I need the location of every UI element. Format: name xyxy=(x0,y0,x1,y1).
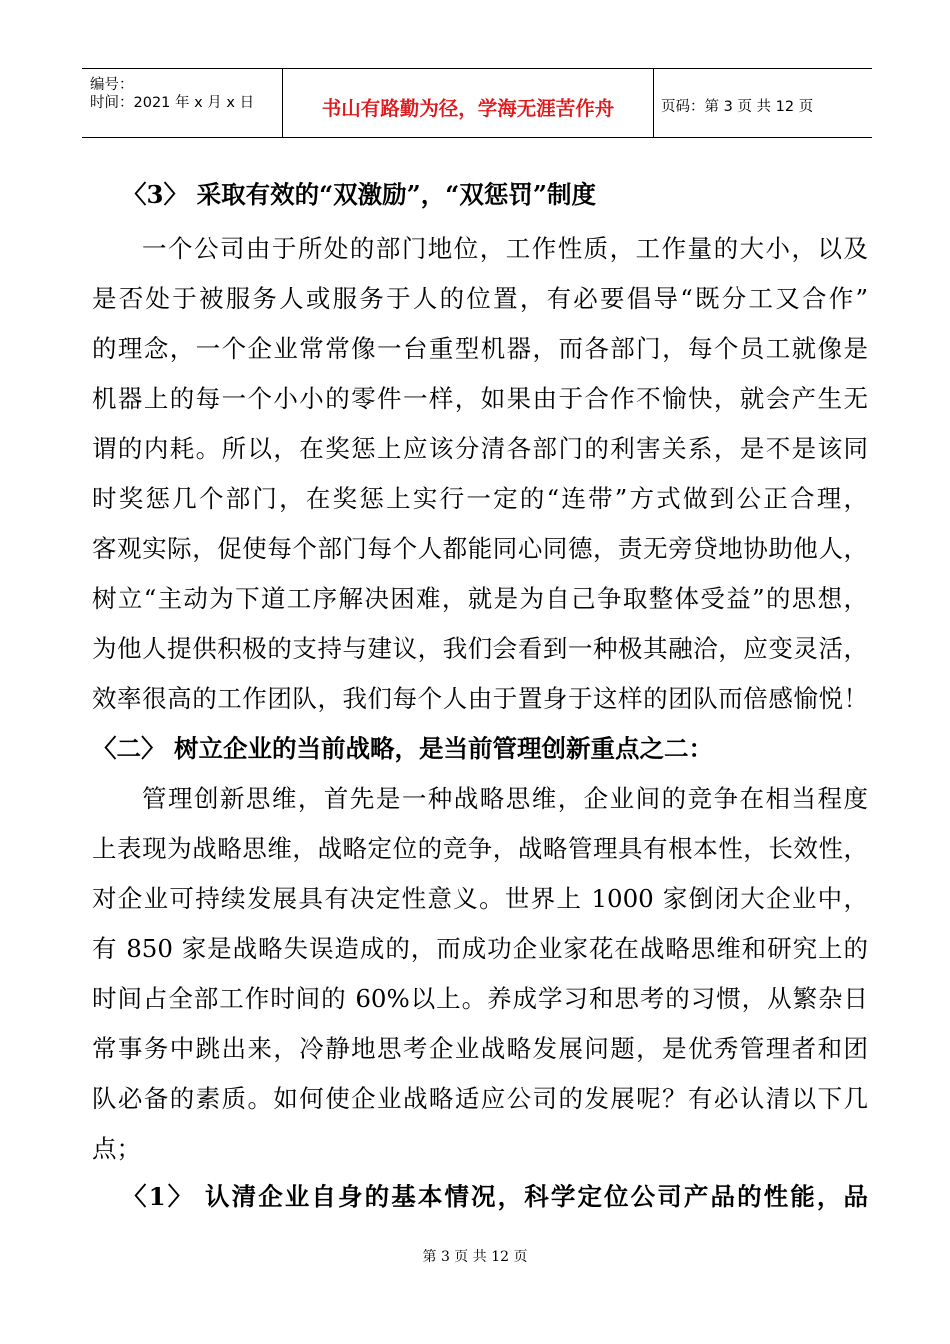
header-meta-cell xyxy=(82,69,282,137)
paragraph-line: 是否处于被服务人或服务于人的位置，有必要倡导“既分工又合作” xyxy=(92,284,868,313)
section-heading-2: 〈二〉 树立企业的当前战略，是当前管理创新重点之二： xyxy=(92,734,714,763)
paragraph-line: 时间占全部工作时间的 60%以上。养成学习和思考的习惯，从繁杂日 xyxy=(92,984,868,1013)
paragraph-line: 有 850 家是战略失误造成的，而成功企业家花在战略思维和研究上的 xyxy=(92,934,868,963)
header-page-cell xyxy=(653,69,872,137)
section-heading-3: 〈3〉 采取有效的“双激励”，“双惩罚”制度 xyxy=(122,180,596,209)
paragraph-line: 管理创新思维，首先是一种战略思维，企业间的竞争在相当程度 xyxy=(142,784,868,813)
paragraph-line: 谓的内耗。所以，在奖惩上应该分清各部门的利害关系，是不是该同 xyxy=(92,434,868,463)
paragraph-line: 队必备的素质。如何使企业战略适应公司的发展呢？有必认清以下几 xyxy=(92,1084,868,1113)
paragraph-line: 机器上的每一个小小的零件一样，如果由于合作不愉快，就会产生无 xyxy=(92,384,868,413)
paragraph-line: 客观实际，促使每个部门每个人都能同心同德，责无旁贷地协助他人， xyxy=(92,534,868,563)
number-label: 编号： xyxy=(90,77,134,93)
paragraph-line: 时奖惩几个部门，在奖惩上实行一定的“连带”方式做到公正合理， xyxy=(92,484,868,513)
motto-text: 书山有路勤为径，学海无涯苦作舟 xyxy=(321,97,615,120)
page-footer: 第 3 页 共 12 页 xyxy=(422,1249,528,1265)
paragraph-line: 为他人提供积极的支持与建议，我们会看到一种极其融洽，应变灵活， xyxy=(92,634,868,663)
document-header xyxy=(82,68,872,138)
header-motto-cell xyxy=(282,69,654,137)
time-label: 时间：2021 年 x 月 x 日 xyxy=(90,95,255,111)
paragraph-line: 上表现为战略思维，战略定位的竞争，战略管理具有根本性，长效性， xyxy=(92,834,868,863)
paragraph-line: 树立“主动为下道工序解决困难，就是为自己争取整体受益”的思想， xyxy=(92,584,868,613)
paragraph-line: 效率很高的工作团队，我们每个人由于置身于这样的团队而倍感愉悦！ xyxy=(92,684,868,713)
paragraph-line: 对企业可持续发展具有决定性意义。世界上 1000 家倒闭大企业中， xyxy=(92,884,868,913)
paragraph-line: 的理念，一个企业常常像一台重型机器，而各部门，每个员工就像是 xyxy=(92,334,868,363)
paragraph-line: 一个公司由于所处的部门地位，工作性质，工作量的大小，以及 xyxy=(142,234,868,263)
paragraph-line: 点； xyxy=(92,1134,141,1163)
paragraph-line: 常事务中跳出来，冷静地思考企业战略发展问题，是优秀管理者和团 xyxy=(92,1034,868,1063)
section-heading-1: 〈1〉 认清企业自身的基本情况，科学定位公司产品的性能，品 xyxy=(122,1182,868,1211)
page-info: 页码：第 3 页 共 12 页 xyxy=(661,99,814,115)
